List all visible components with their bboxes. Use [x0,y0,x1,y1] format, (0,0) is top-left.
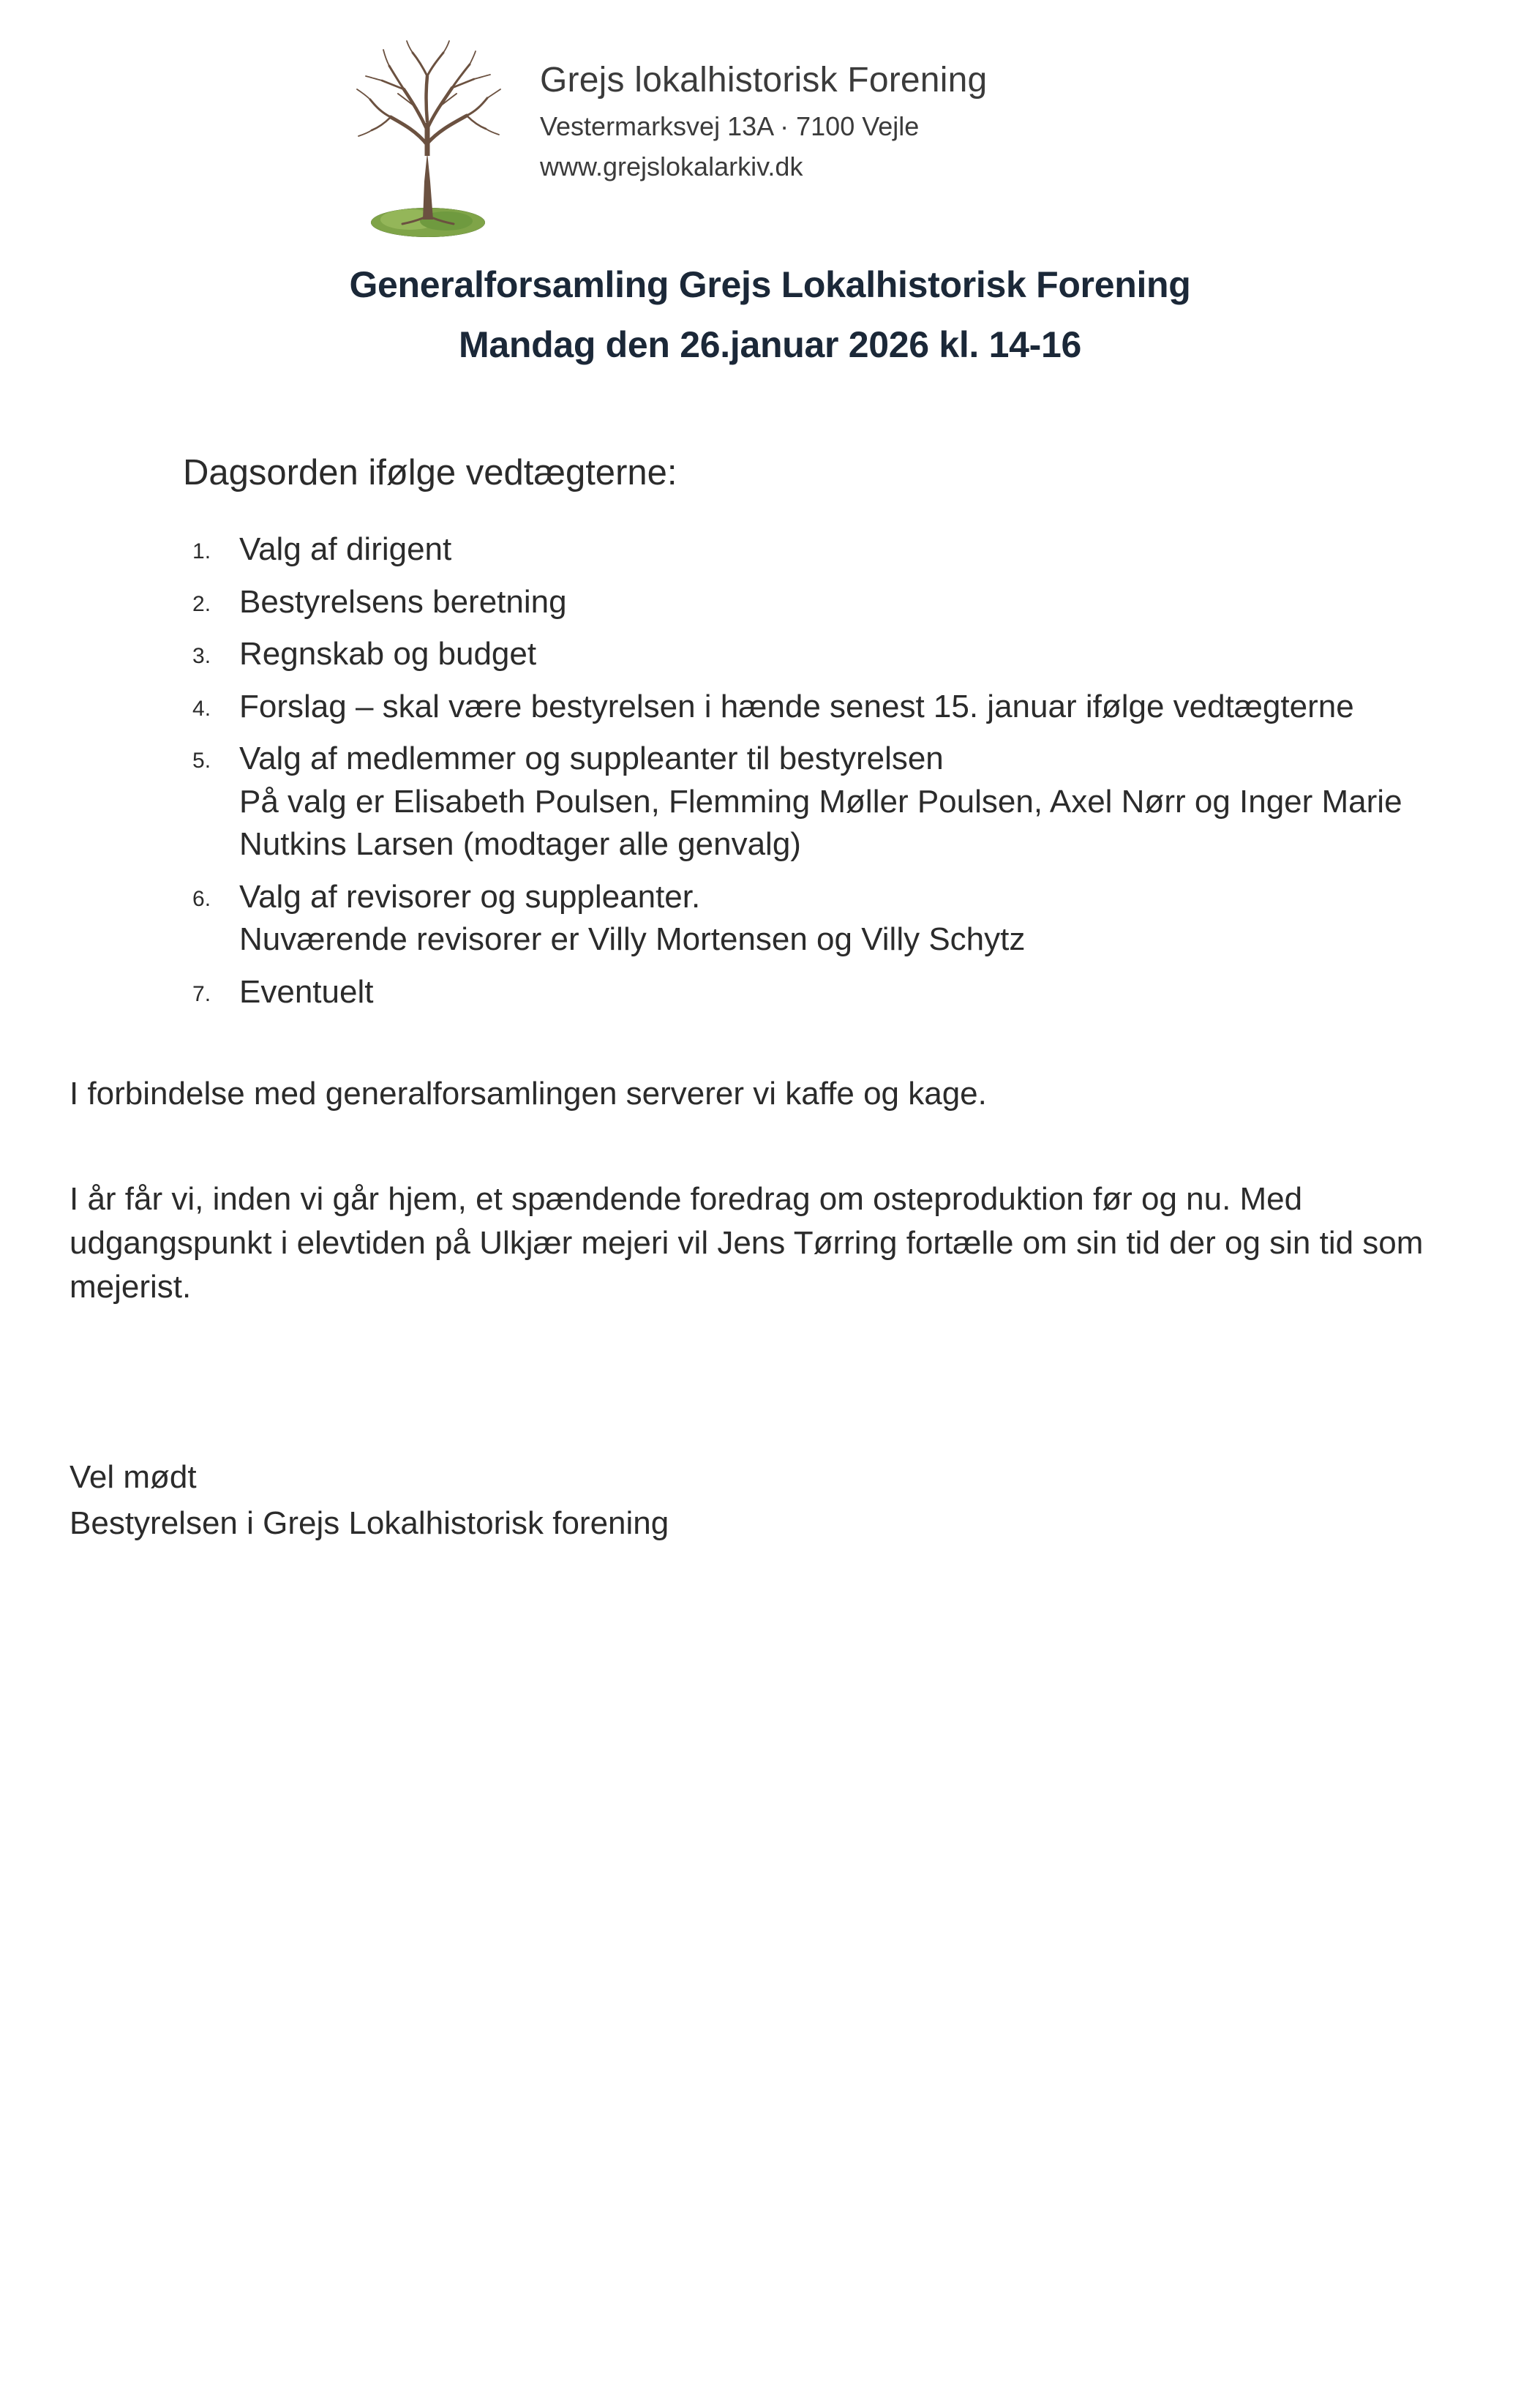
sign-off-sender: Bestyrelsen i Grejs Lokalhistorisk forening [70,1504,669,1541]
agenda-item-subtext: Nuværende revisorer er Villy Mortensen og Villy Schytz [239,921,1026,958]
agenda-item-text: Valg af dirigent [239,531,452,567]
sign-off-greeting: Vel mødt [70,1459,197,1496]
list-item [179,633,1470,676]
page-title: Generalforsamling Grejs Lokalhistorisk Forening [349,264,1191,305]
tree-logo-icon [337,35,519,247]
list-item [179,738,1470,866]
agenda-item-text: Valg af revisorer og suppleanter. [239,878,701,915]
agenda-item-text: Bestyrelsens beretning [239,583,567,620]
agenda-item-subtext: På valg er Elisabeth Poulsen, Flemming Møller Poulsen, Axel Nørr og Inger Marie Nutkins Larsen (modtager alle genvalg) [239,783,1402,863]
coffee-paragraph: I forbindelse med generalforsamlingen serverer vi kaffe og kage. [70,1076,987,1112]
sign-off [70,1455,1470,1546]
list-item [179,581,1470,624]
list-item [179,528,1470,572]
organization-name: Grejs lokalhistorisk Forening [540,61,988,100]
agenda-item-text: Forslag – skal være bestyrelsen i hænde senest 15. januar ifølge vedtægterne [239,688,1354,724]
agenda-list [70,528,1470,1013]
letterhead [337,0,1540,247]
organization-website: www.grejslokalarkiv.dk [540,151,803,182]
list-item [179,971,1470,1014]
page-subtitle: Mandag den 26.januar 2026 kl. 14-16 [459,324,1081,365]
document-body [0,452,1540,1546]
agenda-heading: Dagsorden ifølge vedtægterne: [183,453,677,492]
agenda-item-text: Valg af medlemmer og suppleanter til bestyrelsen [239,741,944,777]
letterhead-text [540,35,987,183]
list-item [179,876,1470,962]
list-item [179,686,1470,729]
agenda-item-text: Regnskab og budget [239,636,537,672]
agenda-item-text: Eventuelt [239,973,374,1010]
organization-address: Vestermarksvej 13A · 7100 Vejle [540,111,920,142]
lecture-paragraph: I år får vi, inden vi går hjem, et spændende foredrag om osteproduktion før og nu. Med udgangspunkt i elevtiden på Ulkjær mejeri vil Jens Tørring fortælle om sin tid der og sin tid som mejerist. [70,1180,1424,1305]
